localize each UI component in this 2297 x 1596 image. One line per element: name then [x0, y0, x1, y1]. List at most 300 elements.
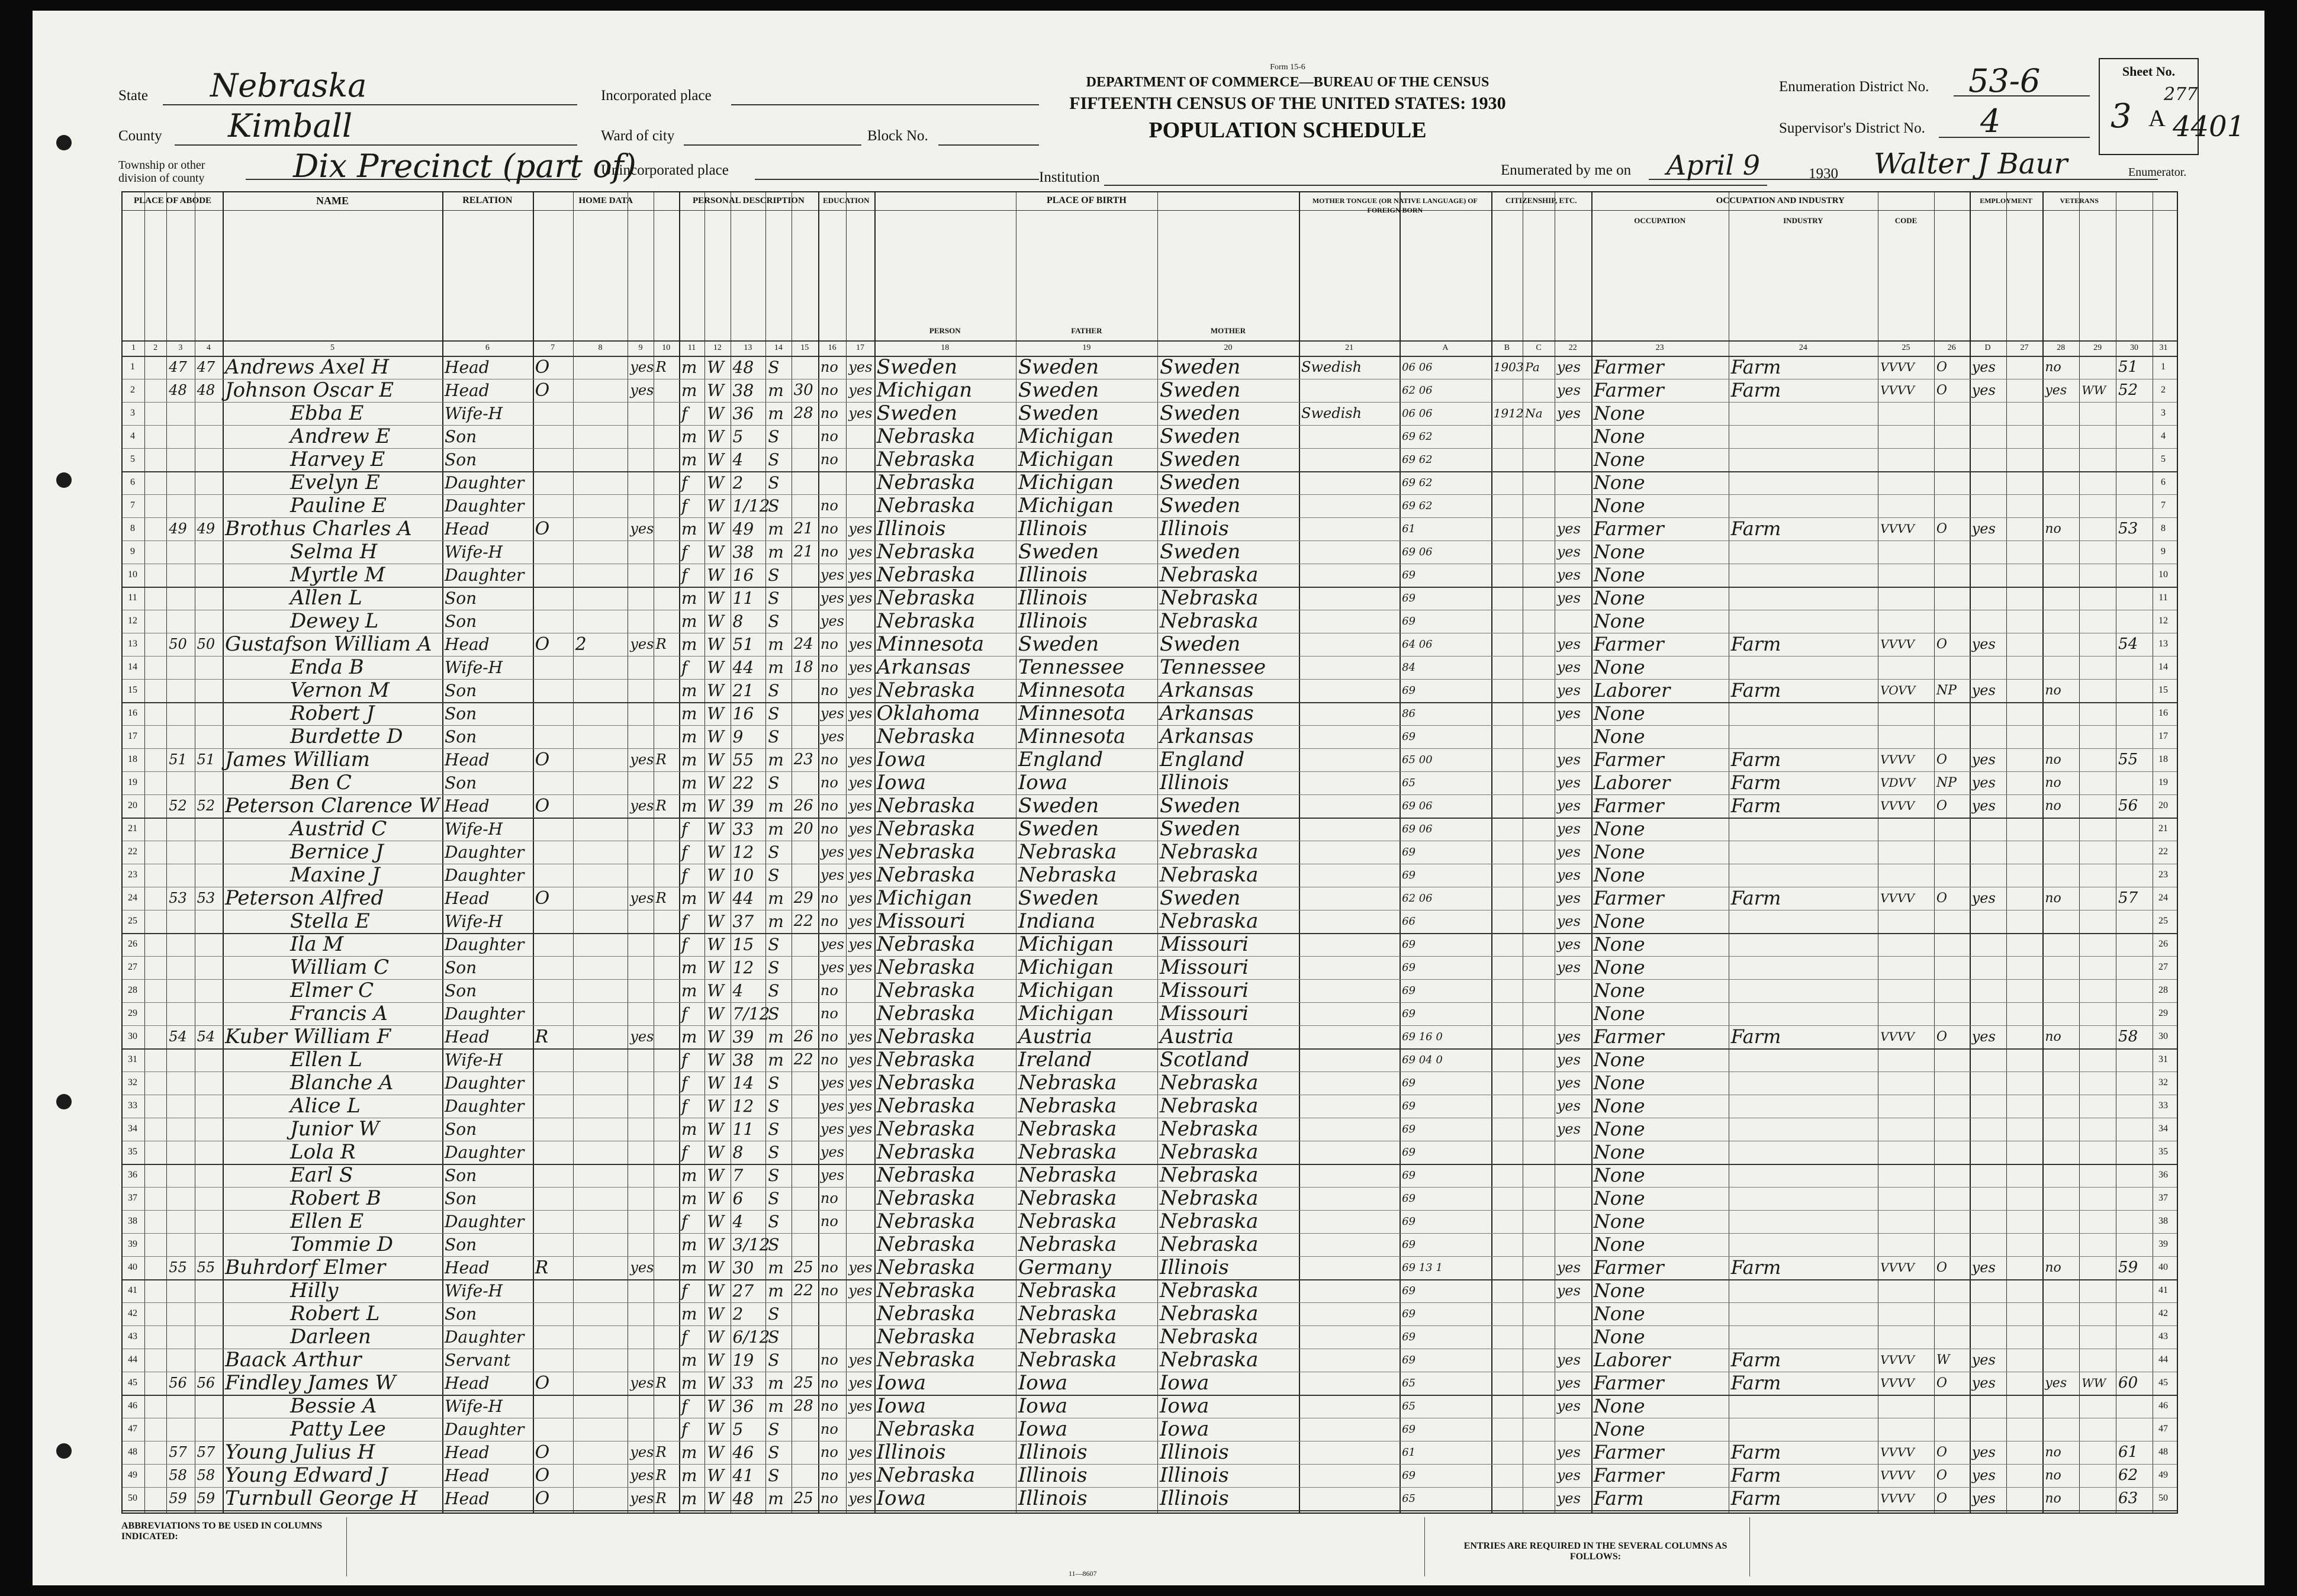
cell-p: Nebraska — [876, 1117, 976, 1141]
cell-p: Nebraska — [876, 979, 976, 1002]
cell-sch: no — [820, 890, 838, 906]
cell-f: Nebraska — [1018, 863, 1117, 887]
cell-age: 44 — [732, 658, 754, 677]
cell-m: Nebraska — [1159, 1348, 1259, 1372]
table-row — [123, 1395, 2174, 1418]
cell-ind: Farm — [1730, 748, 1781, 771]
cell-name: Myrtle M — [290, 563, 385, 587]
cell-sch: no — [820, 1398, 838, 1414]
table-row — [123, 794, 2174, 818]
cell-p: Nebraska — [876, 1140, 976, 1164]
line-number-right: 33 — [2158, 1101, 2168, 1111]
cell-race: W — [707, 565, 724, 585]
cell-fs: 56 — [2118, 797, 2138, 815]
cell-name: Alice L — [290, 1094, 361, 1118]
cell-rel: Daughter — [445, 565, 525, 585]
cell-mar: S — [768, 1235, 780, 1254]
cell-eng: yes — [1556, 1375, 1581, 1391]
cell-age: 14 — [732, 1073, 754, 1093]
cell-rel: Servant — [445, 1350, 510, 1370]
cell-mar: S — [768, 981, 780, 1000]
cell-mar: m — [768, 750, 784, 770]
cell-sex: m — [681, 381, 697, 400]
enumerator-label: Enumerator. — [2128, 166, 2187, 179]
cell-sex: f — [681, 1004, 688, 1024]
cell-f: Sweden — [1018, 794, 1099, 818]
cell-m: Nebraska — [1159, 1325, 1259, 1349]
cell-rw: yes — [848, 936, 873, 953]
cell-vet: no — [2045, 360, 2061, 375]
cell-dw: 52 — [169, 797, 187, 814]
cell-m: Missouri — [1159, 1002, 1249, 1025]
cell-m: Sweden — [1159, 817, 1241, 841]
cell-code: 69 — [1402, 1285, 1415, 1297]
cell-f: Nebraska — [1018, 1094, 1117, 1118]
unincorporated-label: Unincorporated place — [601, 162, 729, 178]
cell-f: Tennessee — [1018, 655, 1125, 679]
cell-m: Sweden — [1159, 448, 1241, 471]
cell-age: 12 — [732, 842, 754, 862]
cell-rw: yes — [848, 543, 873, 560]
cell-m: Arkansas — [1159, 678, 1254, 702]
cell-am: 26 — [793, 1028, 813, 1045]
cell-ind: Farm — [1730, 794, 1781, 817]
cell-eng: yes — [1556, 1398, 1581, 1414]
cell-sch: no — [820, 1490, 838, 1507]
column-number: 17 — [856, 343, 865, 352]
cell-am: 21 — [793, 543, 813, 561]
column-number: 1 — [131, 343, 136, 352]
cell-rw: yes — [848, 1098, 873, 1114]
cell-f: Illinois — [1018, 586, 1088, 610]
cell-p: Iowa — [876, 1394, 926, 1418]
cell-name: Junior W — [290, 1117, 379, 1141]
cell-rw: yes — [848, 913, 873, 929]
cell-mar: S — [768, 935, 780, 954]
cell-f: Nebraska — [1018, 1348, 1117, 1372]
cell-race: W — [707, 450, 724, 469]
cell-farm: R — [655, 1444, 667, 1460]
section-header: EMPLOYMENT — [1980, 197, 2032, 205]
cell-eng: yes — [1556, 820, 1581, 837]
cell-code: 69 — [1402, 1354, 1415, 1366]
cell-name: Francis A — [290, 1002, 388, 1025]
table-row — [123, 656, 2174, 679]
line-number: 16 — [128, 708, 137, 718]
cell-race: W — [707, 1073, 724, 1093]
cell-eng: yes — [1556, 959, 1581, 976]
cell-sch: yes — [820, 728, 844, 745]
table-row — [123, 1095, 2174, 1118]
cell-p: Sweden — [876, 401, 958, 425]
cell-rel: Wife-H — [445, 912, 503, 931]
cell-occ: None — [1593, 725, 1645, 748]
cell-sch: no — [820, 451, 838, 468]
line-number: 29 — [128, 1008, 137, 1018]
table-row — [123, 771, 2174, 794]
cell-code: 69 62 — [1402, 453, 1433, 466]
column-number: 16 — [828, 343, 837, 352]
cell-race: W — [707, 750, 724, 770]
cell-dw: 51 — [169, 751, 187, 768]
cell-sex: m — [681, 1235, 697, 1254]
table-row — [123, 748, 2174, 771]
cell-sex: m — [681, 773, 697, 793]
cell-race: W — [707, 1212, 724, 1231]
binder-hole — [56, 1443, 72, 1459]
cell-sch: no — [820, 659, 838, 675]
cell-m: Nebraska — [1159, 909, 1259, 933]
cell-sch: no — [820, 1467, 838, 1484]
cell-sch: yes — [820, 567, 844, 583]
cell-dw: 49 — [169, 520, 187, 537]
cell-m: Tennessee — [1159, 655, 1266, 679]
cell-age: 11 — [732, 588, 754, 608]
line-number-right: 46 — [2158, 1401, 2168, 1411]
section-header: CODE — [1894, 216, 1918, 225]
cell-sch: no — [820, 982, 838, 999]
cell-fam: 59 — [197, 1490, 215, 1507]
cell-p: Nebraska — [876, 794, 976, 818]
cell-sex: f — [681, 542, 688, 562]
cell-m: Nebraska — [1159, 1071, 1259, 1095]
cell-m: Arkansas — [1159, 725, 1254, 748]
cell-mar: S — [768, 1466, 780, 1485]
cell-rel: Daughter — [445, 935, 525, 954]
cell-sex: m — [681, 519, 697, 539]
cell-code: 69 — [1402, 569, 1415, 581]
cell-p: Nebraska — [876, 1071, 976, 1095]
cell-am: 22 — [793, 1051, 813, 1069]
cell-name: Ebba E — [290, 401, 364, 425]
table-row — [123, 1002, 2174, 1025]
line-number: 3 — [130, 408, 135, 418]
cell-occ: None — [1593, 956, 1645, 979]
cell-p: Michigan — [876, 378, 973, 402]
column-number: 29 — [2093, 343, 2102, 352]
cell-own: O — [535, 519, 550, 539]
line-number-right: 22 — [2158, 847, 2168, 857]
cell-name: Burdette D — [290, 725, 403, 748]
cell-age: 51 — [732, 635, 754, 654]
cell-occ: None — [1593, 540, 1645, 563]
cell-code: 69 — [1402, 869, 1415, 881]
cell-sch: no — [820, 1282, 838, 1299]
cell-m: Sweden — [1159, 471, 1241, 494]
cell-race: W — [707, 404, 724, 423]
enumerator-name: Walter J Baur — [1874, 147, 2068, 181]
cell-rel: Daughter — [445, 1212, 525, 1231]
line-number: 5 — [130, 454, 135, 464]
cell-code: 84 — [1402, 661, 1415, 674]
cell-eng: yes — [1556, 1259, 1581, 1276]
township-value: Dix Precinct (part of) — [293, 147, 636, 185]
cell-m: Nebraska — [1159, 840, 1259, 864]
cell-oc: VVVV — [1880, 799, 1915, 813]
line-number-right: 10 — [2158, 569, 2168, 580]
cell-code: 69 — [1402, 1008, 1415, 1020]
cell-sex: m — [681, 1119, 697, 1139]
cell-rw: yes — [848, 844, 873, 860]
column-number: 21 — [1345, 343, 1354, 352]
cell-eng: yes — [1556, 867, 1581, 883]
line-number: 41 — [128, 1285, 137, 1295]
cell-eng: yes — [1556, 1121, 1581, 1137]
cell-p: Iowa — [876, 771, 926, 794]
cell-p: Missouri — [876, 909, 966, 933]
table-row — [123, 1325, 2174, 1349]
section-header: PERSONAL DESCRIPTION — [693, 196, 805, 205]
cell-f: Nebraska — [1018, 1279, 1117, 1302]
line-number: 36 — [128, 1170, 137, 1180]
cell-rw: yes — [848, 1490, 873, 1507]
cell-ind: Farm — [1730, 517, 1781, 540]
cell-rel: Head — [445, 1258, 490, 1278]
line-number: 20 — [128, 800, 137, 810]
cell-name: James William — [225, 748, 370, 771]
cell-am: 30 — [793, 381, 813, 399]
cell-sch: no — [820, 1190, 838, 1206]
block-label: Block No. — [867, 128, 928, 144]
census-title: FIFTEENTH CENSUS OF THE UNITED STATES: 1930 — [1069, 94, 1506, 113]
table-row — [123, 1302, 2174, 1325]
cell-farm: R — [655, 636, 667, 652]
county-label: County — [118, 128, 162, 144]
cell-sex: m — [681, 427, 697, 446]
cell-cls: O — [1936, 891, 1947, 906]
cell-am: 25 — [793, 1374, 813, 1392]
cell-occ: None — [1593, 656, 1645, 678]
cell-fs: 54 — [2118, 635, 2138, 653]
cell-mar: S — [768, 1096, 780, 1116]
stamp-number-2: 4401 — [2173, 110, 2245, 143]
cell-own: O — [535, 380, 550, 401]
cell-race: W — [707, 889, 724, 908]
cell-eng: yes — [1556, 1028, 1581, 1045]
cell-age: 15 — [732, 935, 754, 954]
cell-sch: yes — [820, 705, 844, 722]
section-header: MOTHER — [1210, 326, 1246, 335]
cell-code: 69 — [1402, 961, 1415, 974]
cell-age: 38 — [732, 381, 754, 400]
cell-dw: 57 — [169, 1444, 187, 1460]
cell-f: Minnesota — [1018, 725, 1126, 748]
line-number-right: 27 — [2158, 962, 2168, 972]
line-number-right: 8 — [2161, 523, 2166, 533]
cell-own: O — [535, 634, 550, 655]
cell-name: Dewey L — [290, 609, 379, 633]
cell-p: Nebraska — [876, 678, 976, 702]
cell-race: W — [707, 635, 724, 654]
cell-fam: 58 — [197, 1467, 215, 1484]
cell-m: Illinois — [1159, 1463, 1229, 1487]
line-number-right: 11 — [2158, 593, 2168, 603]
cell-f: Nebraska — [1018, 1163, 1117, 1187]
cell-f: Illinois — [1018, 609, 1088, 633]
cell-race: W — [707, 1004, 724, 1024]
cell-name: Elmer C — [290, 979, 374, 1002]
cell-radio: yes — [630, 890, 654, 906]
cell-mar: S — [768, 1143, 780, 1162]
cell-fs: 63 — [2118, 1489, 2138, 1507]
cell-race: W — [707, 1281, 724, 1301]
table-row — [123, 587, 2174, 610]
cell-sex: f — [681, 473, 688, 493]
cell-race: W — [707, 588, 724, 608]
cell-p: Illinois — [876, 1440, 946, 1464]
cell-rel: Son — [445, 427, 477, 446]
line-number-right: 3 — [2161, 408, 2166, 418]
cell-eng: yes — [1556, 659, 1581, 675]
cell-sex: m — [681, 889, 697, 908]
cell-sch: no — [820, 1051, 838, 1068]
line-number: 10 — [128, 569, 137, 580]
cell-sex: f — [681, 912, 688, 931]
cell-mar: S — [768, 1166, 780, 1185]
column-number: 11 — [687, 343, 696, 352]
cell-dw: 55 — [169, 1259, 187, 1276]
cell-p: Iowa — [876, 748, 926, 771]
cell-rw: yes — [848, 867, 873, 883]
cell-oc: VVVV — [1880, 752, 1915, 767]
cell-name: Ellen E — [290, 1209, 364, 1233]
cell-f: Minnesota — [1018, 678, 1126, 702]
cell-cls: O — [1936, 383, 1947, 398]
cell-age: 7/12 — [732, 1004, 770, 1024]
sup-label: Supervisor's District No. — [1779, 120, 1925, 136]
cell-dw: 47 — [169, 359, 187, 375]
cell-occ: None — [1593, 1187, 1645, 1209]
cell-fs: 59 — [2118, 1259, 2138, 1276]
cell-rw: yes — [848, 1074, 873, 1091]
cell-sex: m — [681, 1189, 697, 1208]
cell-vet: no — [2045, 752, 2061, 767]
cell-am: 22 — [793, 912, 813, 930]
cell-vet: no — [2045, 891, 2061, 906]
column-number: 13 — [744, 343, 752, 352]
cell-race: W — [707, 1050, 724, 1070]
table-row — [123, 610, 2174, 633]
cell-fs: 55 — [2118, 751, 2138, 768]
cell-p: Nebraska — [876, 1002, 976, 1025]
line-number-right: 42 — [2158, 1308, 2168, 1318]
cell-f: Nebraska — [1018, 1233, 1117, 1256]
cell-fam: 55 — [197, 1259, 215, 1276]
line-number-right: 38 — [2158, 1216, 2168, 1226]
cell-fam: 54 — [197, 1028, 215, 1045]
line-number: 42 — [128, 1308, 137, 1318]
table-row — [123, 471, 2174, 494]
cell-rel: Son — [445, 450, 477, 469]
cell-fs: 53 — [2118, 520, 2138, 538]
cell-sch: no — [820, 913, 838, 929]
cell-ind: Farm — [1730, 1025, 1781, 1048]
cell-code: 64 06 — [1402, 638, 1433, 651]
cell-own: O — [535, 749, 550, 770]
enumerated-label: Enumerated by me on — [1501, 162, 1632, 178]
cell-rw: yes — [848, 1121, 873, 1137]
cell-p: Nebraska — [876, 840, 976, 864]
cell-occ: None — [1593, 587, 1645, 609]
cell-mar: S — [768, 427, 780, 446]
cell-rel: Wife-H — [445, 1050, 503, 1070]
cell-occ: None — [1593, 425, 1645, 448]
ed-label: Enumeration District No. — [1779, 79, 1929, 95]
cell-name: Bernice J — [290, 840, 384, 864]
table-row — [123, 1141, 2174, 1164]
cell-f: Nebraska — [1018, 1209, 1117, 1233]
cell-p: Nebraska — [876, 725, 976, 748]
cell-imm: 1912 — [1493, 406, 1524, 420]
cell-occ: Farmer — [1593, 1025, 1664, 1048]
cell-mar: m — [768, 1027, 784, 1047]
cell-vet: no — [2045, 1029, 2061, 1044]
cell-mar: m — [768, 1373, 784, 1393]
cell-mar: S — [768, 588, 780, 608]
cell-ind: Farm — [1730, 771, 1781, 794]
cell-race: W — [707, 1189, 724, 1208]
cell-occ: None — [1593, 1095, 1645, 1117]
cell-name: Darleen — [290, 1325, 371, 1349]
cell-mar: m — [768, 1050, 784, 1070]
cell-code: 69 — [1402, 684, 1415, 697]
cell-sch: yes — [820, 959, 844, 976]
cell-rel: Son — [445, 1189, 477, 1208]
cell-ind: Farm — [1730, 1372, 1781, 1394]
cell-oc: VVVV — [1880, 1445, 1915, 1459]
cell-race: W — [707, 681, 724, 700]
cell-m: Illinois — [1159, 1486, 1229, 1510]
cell-race: W — [707, 473, 724, 493]
cell-cls: O — [1936, 360, 1947, 375]
line-number: 25 — [128, 916, 137, 926]
cell-sex: f — [681, 404, 688, 423]
cell-am: 20 — [793, 820, 813, 838]
line-number-right: 50 — [2158, 1493, 2168, 1503]
cell-sch: yes — [820, 613, 844, 629]
cell-name: Turnbull George H — [225, 1486, 418, 1510]
cell-code: 69 — [1402, 1423, 1415, 1436]
cell-m: Nebraska — [1159, 1233, 1259, 1256]
cell-rel: Wife-H — [445, 819, 503, 839]
cell-code: 65 — [1402, 1400, 1415, 1412]
cell-age: 49 — [732, 519, 754, 539]
section-header: CITIZENSHIP, ETC. — [1505, 196, 1577, 205]
cell-eng: yes — [1556, 520, 1581, 537]
table-row — [123, 1118, 2174, 1141]
section-header: EDUCATION — [823, 196, 870, 205]
cell-code: 69 — [1402, 1215, 1415, 1228]
cell-occ: None — [1593, 702, 1645, 725]
line-number-right: 48 — [2158, 1447, 2168, 1457]
sheet-number: 3 — [2111, 97, 2132, 136]
line-number: 8 — [130, 523, 135, 533]
cell-rw: yes — [848, 890, 873, 906]
cell-p: Nebraska — [876, 817, 976, 841]
cell-age: 19 — [732, 1350, 754, 1370]
cell-am: 28 — [793, 1397, 813, 1415]
line-number-right: 41 — [2158, 1285, 2168, 1295]
cell-f: Illinois — [1018, 517, 1088, 540]
cell-emp: yes — [1971, 1028, 1996, 1045]
cell-occ: None — [1593, 1279, 1645, 1302]
cell-sch: no — [820, 1352, 838, 1368]
cell-code: 66 — [1402, 915, 1415, 928]
cell-code: 69 — [1402, 1169, 1415, 1182]
cell-nat: Na — [1525, 406, 1543, 420]
cell-mar: m — [768, 519, 784, 539]
cell-ind: Farm — [1730, 633, 1781, 655]
